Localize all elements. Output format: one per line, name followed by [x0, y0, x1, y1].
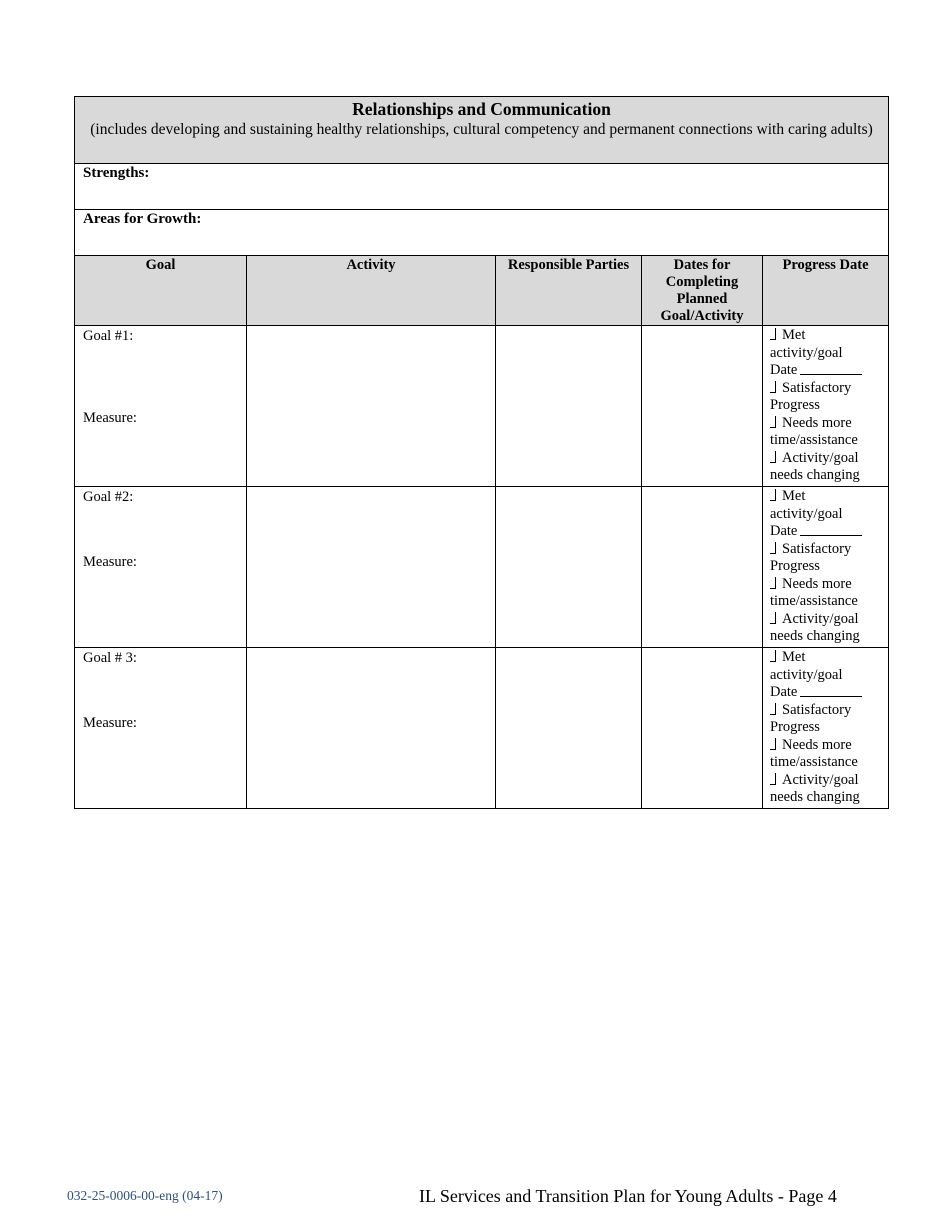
areas-for-growth-field[interactable] — [75, 210, 889, 256]
checkbox-satisfactory[interactable] — [770, 381, 776, 393]
dates-cell[interactable] — [642, 648, 763, 809]
goal-cell[interactable] — [75, 648, 247, 809]
dates-header-line: Goal/Activity — [660, 308, 744, 324]
progress-cell — [763, 487, 889, 648]
table-row — [75, 648, 889, 809]
checkbox-satisfactory[interactable] — [770, 703, 776, 715]
checkbox-met[interactable] — [770, 328, 776, 340]
dates-cell[interactable] — [642, 326, 763, 487]
date-label: Date — [770, 523, 798, 539]
dates-header-line: Completing — [665, 274, 739, 290]
date-label: Date — [770, 684, 798, 700]
activity-cell[interactable] — [247, 648, 496, 809]
option-satisfactory: Satisfactory — [782, 540, 852, 557]
areas-for-growth-label: Areas for Growth: — [83, 211, 202, 227]
option-needs-changing: Activity/goal — [782, 610, 859, 627]
column-header-goal: Goal — [75, 256, 247, 326]
measure-label: Measure: — [83, 410, 137, 426]
option-met: Met — [782, 327, 806, 343]
column-header-activity: Activity — [247, 256, 496, 326]
option-met: Met — [782, 488, 806, 504]
date-label: Date — [770, 362, 798, 378]
section-header — [75, 97, 889, 164]
option-met: Met — [782, 649, 806, 665]
option-needs-changing-cont: needs changing — [770, 789, 860, 805]
goal-label: Goal #2: — [83, 489, 134, 505]
activity-cell[interactable] — [247, 487, 496, 648]
option-satisfactory: Satisfactory — [782, 379, 852, 396]
progress-cell — [763, 326, 889, 487]
progress-cell — [763, 648, 889, 809]
column-header-responsible-parties: Responsible Parties — [496, 256, 642, 326]
option-satisfactory-cont: Progress — [770, 397, 820, 413]
relationships-form-table — [74, 96, 889, 809]
checkbox-needs-changing[interactable] — [770, 773, 776, 785]
checkbox-needs-more[interactable] — [770, 416, 776, 428]
column-header-progress-date: Progress Date — [763, 256, 889, 326]
responsible-parties-cell[interactable] — [496, 648, 642, 809]
dates-header-line: Dates for — [673, 257, 731, 273]
responsible-parties-cell[interactable] — [496, 487, 642, 648]
option-needs-changing-cont: needs changing — [770, 628, 860, 644]
activity-cell[interactable] — [247, 326, 496, 487]
goal-label: Goal # 3: — [83, 650, 137, 666]
checkbox-needs-more[interactable] — [770, 577, 776, 589]
option-needs-more: Needs more — [782, 414, 852, 431]
section-title: Relationships and Communication — [352, 99, 611, 119]
dates-cell[interactable] — [642, 487, 763, 648]
date-blank-line[interactable] — [800, 362, 862, 375]
option-needs-more: Needs more — [782, 575, 852, 592]
checkbox-needs-changing[interactable] — [770, 451, 776, 463]
table-row — [75, 487, 889, 648]
dates-header-line: Planned — [676, 291, 728, 307]
checkbox-met[interactable] — [770, 489, 776, 501]
checkbox-needs-more[interactable] — [770, 738, 776, 750]
checkbox-satisfactory[interactable] — [770, 542, 776, 554]
goal-cell[interactable] — [75, 326, 247, 487]
date-blank-line[interactable] — [800, 684, 862, 697]
option-satisfactory-cont: Progress — [770, 719, 820, 735]
measure-label: Measure: — [83, 715, 137, 731]
date-blank-line[interactable] — [800, 523, 862, 536]
goal-cell[interactable] — [75, 487, 247, 648]
option-satisfactory-cont: Progress — [770, 558, 820, 574]
option-satisfactory: Satisfactory — [782, 701, 852, 718]
checkbox-met[interactable] — [770, 650, 776, 662]
measure-label: Measure: — [83, 554, 137, 570]
strengths-field[interactable] — [75, 164, 889, 210]
strengths-label: Strengths: — [83, 165, 150, 181]
option-met-cont: activity/goal — [770, 344, 843, 361]
form-code: 032-25-0006-00-eng (04-17) — [67, 1188, 223, 1203]
option-needs-changing-cont: needs changing — [770, 467, 860, 483]
option-needs-changing: Activity/goal — [782, 449, 859, 466]
column-header-dates — [642, 256, 763, 326]
responsible-parties-cell[interactable] — [496, 326, 642, 487]
option-met-cont: activity/goal — [770, 666, 843, 683]
goal-label: Goal #1: — [83, 328, 134, 344]
checkbox-needs-changing[interactable] — [770, 612, 776, 624]
option-needs-more: Needs more — [782, 736, 852, 753]
section-subtitle: (includes developing and sustaining healthy relationships, cultural competency and permanent connections with caring adults) — [90, 121, 873, 138]
option-needs-changing: Activity/goal — [782, 771, 859, 788]
option-met-cont: activity/goal — [770, 505, 843, 522]
option-needs-more-cont: time/assistance — [770, 754, 858, 770]
table-row — [75, 326, 889, 487]
option-needs-more-cont: time/assistance — [770, 432, 858, 448]
page-footer-title: IL Services and Transition Plan for Young Adults - Page 4 — [419, 1186, 837, 1206]
option-needs-more-cont: time/assistance — [770, 593, 858, 609]
